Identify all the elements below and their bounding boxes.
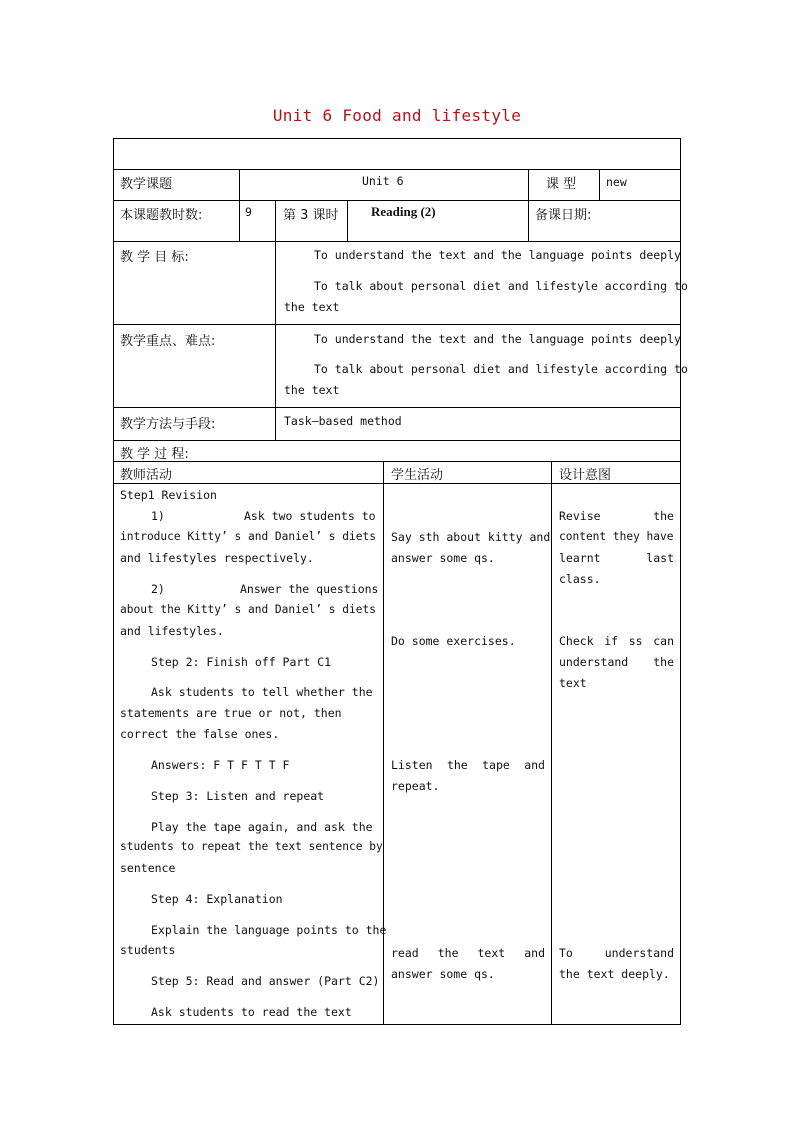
key-points-line-1: To understand the text and the language points deeply — [314, 332, 681, 346]
answers: Answers: F T F T T F — [151, 758, 290, 772]
step-1-item-1-text: and lifestyles respectively. — [120, 551, 314, 565]
step-1-item-2-text: about the Kitty’ s and Daniel’ s diets — [120, 603, 376, 616]
design-intention-1: content they have — [559, 530, 674, 543]
step-3-heading: Step 3: Listen and repeat — [151, 789, 325, 803]
page-title: Unit 6 Food and lifestyle — [272, 106, 522, 125]
periods-value: 9 — [245, 205, 252, 219]
student-activity-3: Listen the tape and — [391, 758, 545, 772]
step-1-item-1-text: Ask two students to — [244, 509, 376, 523]
step-1-item-2-number: 2) — [151, 582, 165, 596]
key-points-label: 教学重点、难点: — [120, 334, 216, 349]
step-1-item-2-text: Answer the questions — [240, 582, 379, 596]
process-label: 教 学 过 程: — [120, 447, 189, 462]
step-5-heading: Step 5: Read and answer (Part C2) — [151, 974, 380, 988]
methods-value: Task—based method — [284, 414, 402, 428]
step-4-text: students — [120, 943, 176, 957]
design-intention-2: understand the — [559, 655, 674, 669]
design-intention-1: class. — [559, 572, 601, 586]
key-points-line-3: the text — [284, 383, 340, 397]
design-intention-1: Revise the — [559, 509, 674, 523]
step-1-item-2-text: and lifestyles. — [120, 624, 224, 638]
step-1-item-1-number: 1) — [151, 509, 165, 523]
design-intention-2: Check if ss can — [559, 634, 674, 648]
student-activity-1: answer some qs. — [391, 551, 495, 565]
design-intention-2: text — [559, 676, 587, 690]
step-4-heading: Step 4: Explanation — [151, 892, 283, 906]
design-intention-1: learnt last — [559, 551, 674, 565]
student-activity-2: Do some exercises. — [391, 634, 516, 648]
step-1-heading: Step1 Revision — [120, 488, 217, 502]
student-activity-1: Say sth about kitty and — [391, 530, 551, 544]
objectives-line-1: To understand the text and the language points deeply — [314, 248, 681, 262]
student-activity-4: answer some qs. — [391, 967, 495, 981]
step-3-text: Play the tape again, and ask the — [151, 820, 373, 834]
objectives-line-2: To talk about personal diet and lifestyle according to — [314, 279, 688, 293]
type-label: 课 型 — [546, 177, 577, 192]
date-label: 备课日期: — [535, 208, 592, 223]
step-4-text: Explain the language points to the — [151, 923, 387, 937]
lesson-value: Reading (2) — [371, 204, 436, 219]
step-2-heading: Step 2: Finish off Part C1 — [151, 655, 332, 669]
student-column-header: 学生活动 — [391, 468, 444, 483]
objectives-line-3: the text — [284, 300, 340, 314]
student-activity-3: repeat. — [391, 779, 440, 793]
type-value: new — [606, 175, 627, 189]
student-activity-4: read the text and — [391, 946, 545, 960]
methods-label: 教学方法与手段: — [120, 417, 216, 432]
design-intention-3: the text deeply. — [559, 967, 670, 981]
step-2-text: statements are true or not, then — [120, 706, 342, 720]
step-2-text: correct the false ones. — [120, 727, 280, 741]
step-1-item-1-text: introduce Kitty’ s and Daniel’ s diets — [120, 530, 376, 543]
teacher-column-header: 教师活动 — [120, 468, 173, 483]
design-intention-3: To understand — [559, 946, 674, 960]
period-number-label: 第 3 课时 — [283, 208, 339, 223]
step-3-text: students to repeat the text sentence by — [120, 840, 383, 853]
design-column-header: 设计意图 — [559, 468, 612, 483]
key-points-line-2: To talk about personal diet and lifestyle according to — [314, 362, 688, 376]
topic-value: Unit 6 — [362, 174, 404, 188]
step-5-text: Ask students to read the text — [151, 1005, 352, 1019]
periods-label: 本课题教时数: — [120, 208, 203, 223]
objectives-label: 教 学 目 标: — [120, 250, 189, 265]
step-2-text: Ask students to tell whether the — [151, 685, 373, 699]
topic-label: 教学课题 — [120, 177, 173, 192]
step-3-text: sentence — [120, 861, 176, 875]
